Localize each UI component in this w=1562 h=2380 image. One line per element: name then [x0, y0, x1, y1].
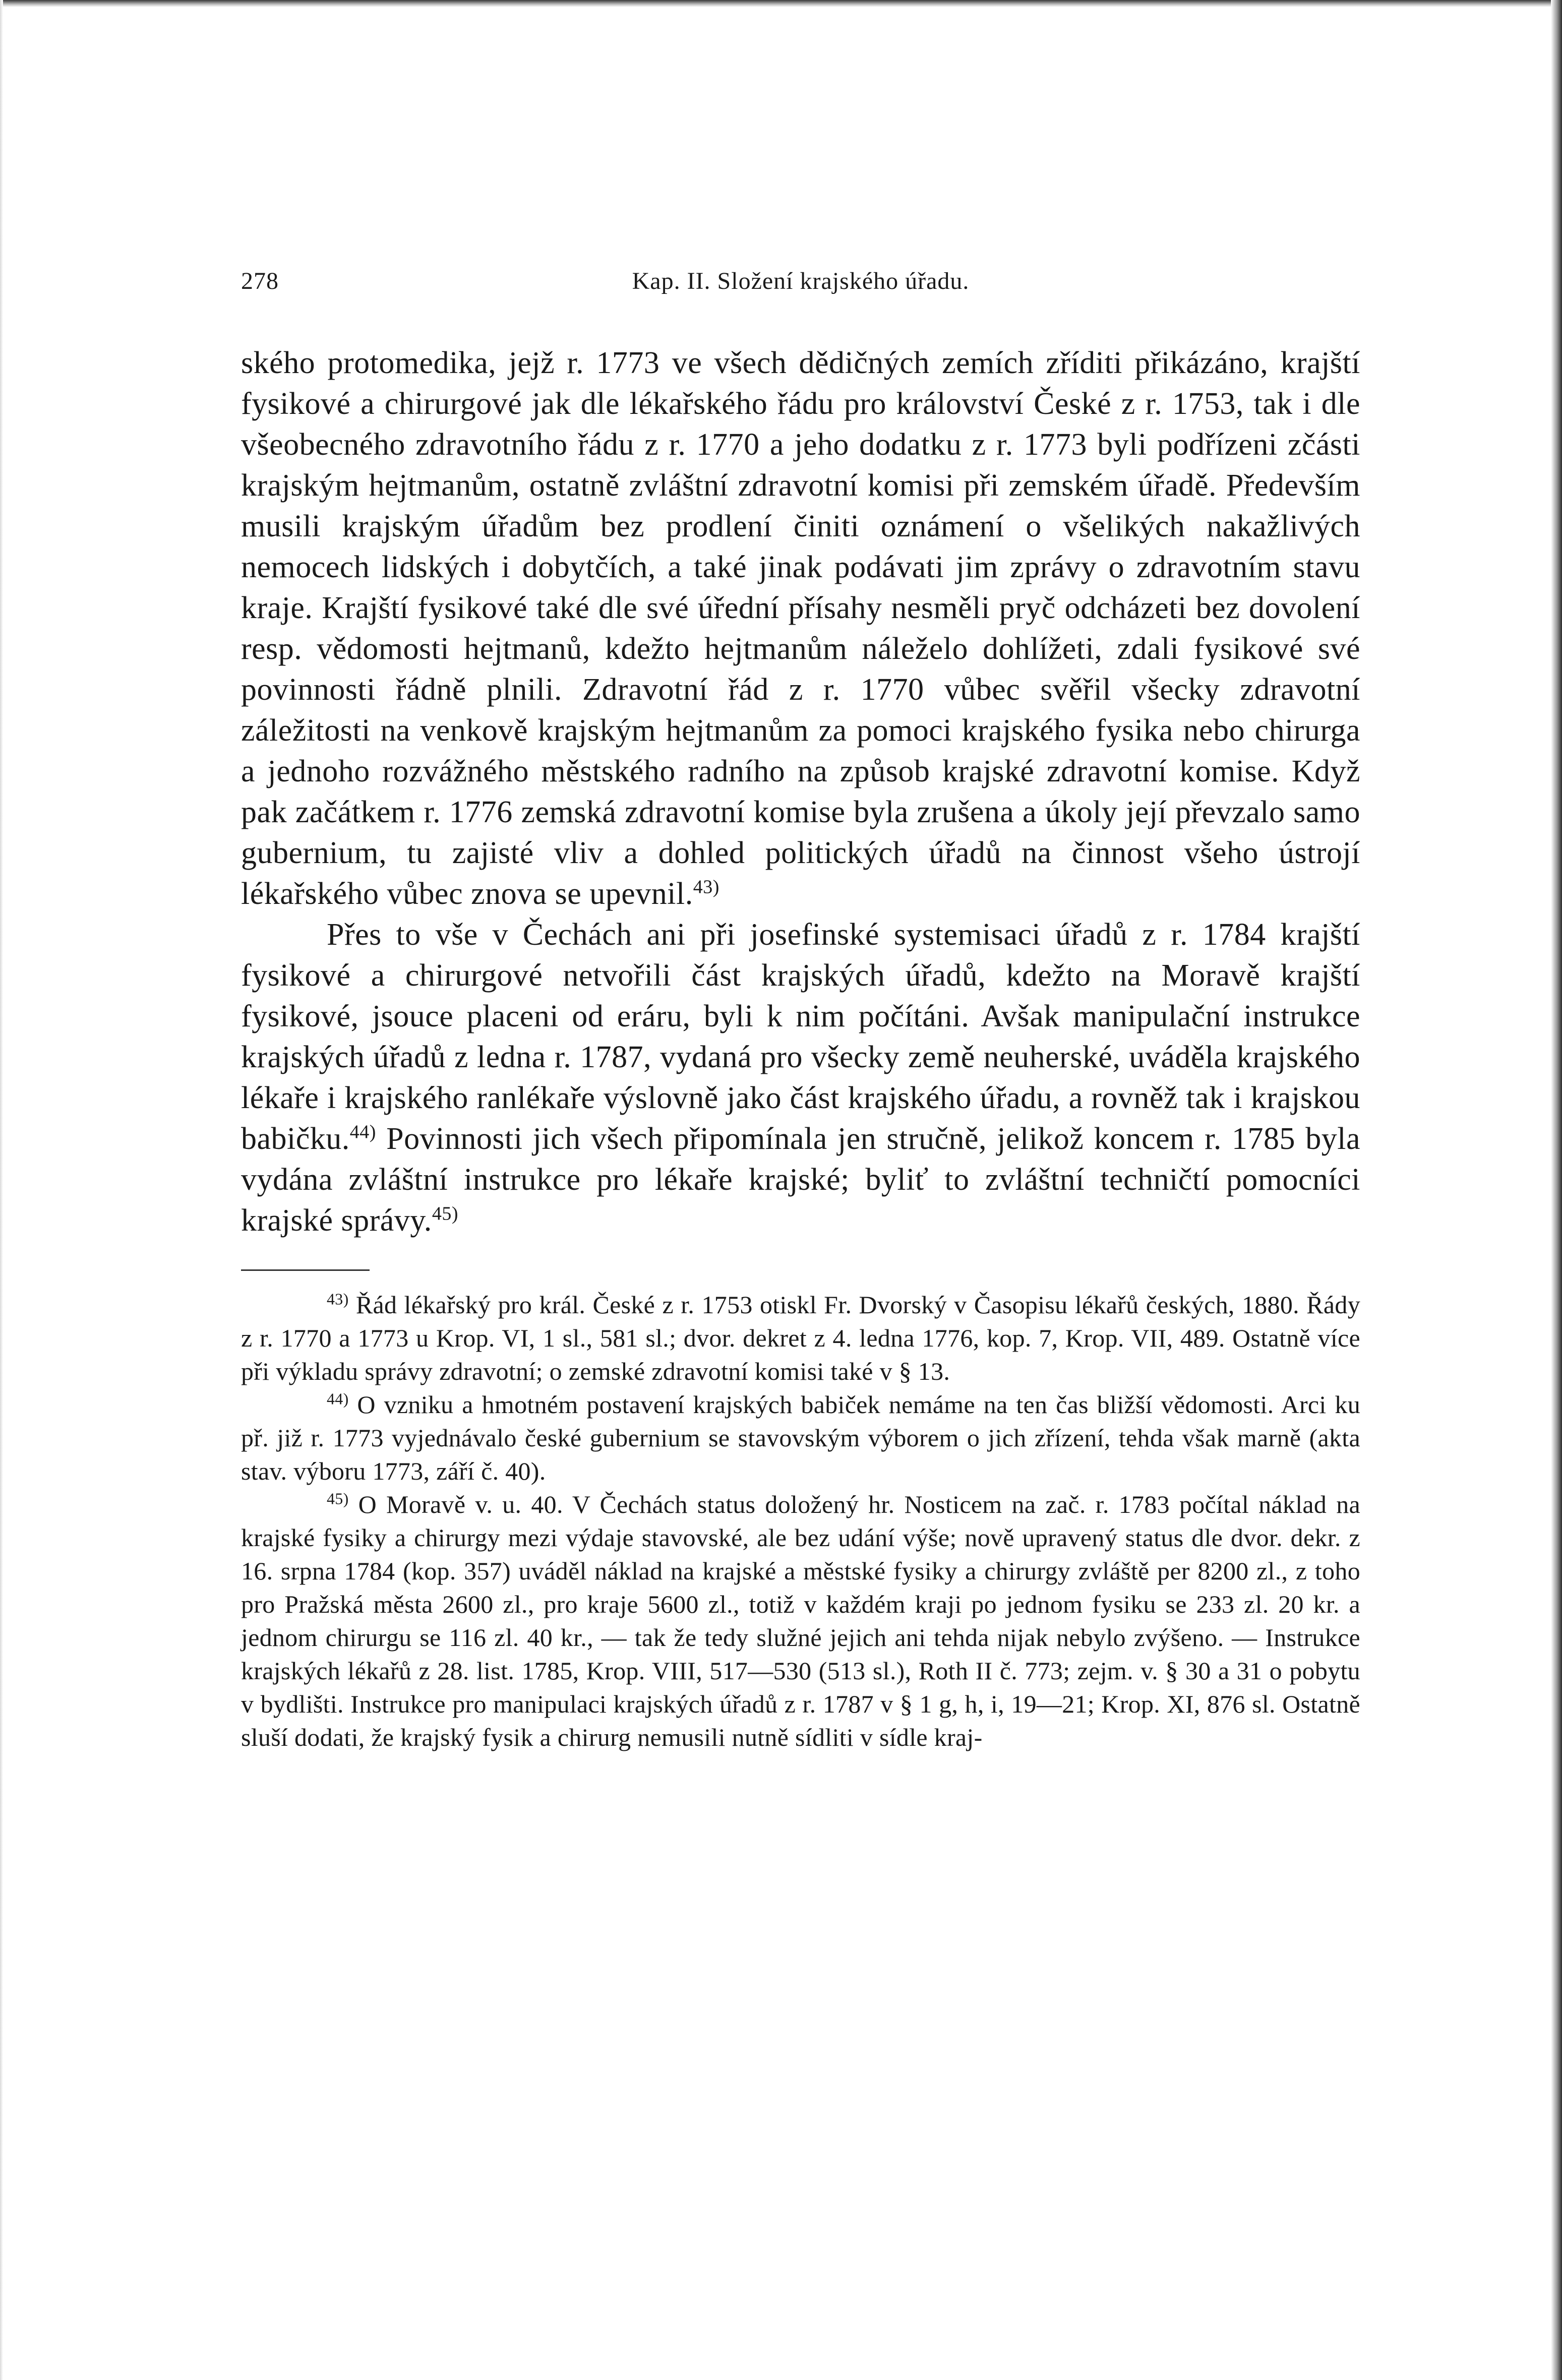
paragraph-text: ského protomedika, jejž r. 1773 ve všech dědičných zemích zříditi přikázáno, krajští fysikové a chirurgové jak dle lékařského řádu pro království České z r. 1753, tak i dle všeobecného zdravotního řádu z r. 1770 a jeho dodatku z r. 1773 byli podřízeni zčásti krajským hejtmanům, ostatně zvláštní zdravotní komisi při zemském úřadě. Především musili krajským úřadům bez prodlení činiti oznámení o všelikých nakažlivých nemocech lidských i dobytčích, a také jinak podávati jim zprávy o zdravotním stavu kraje. Krajští fysikové také dle své úřední přísahy nesměli pryč odcházeti bez dovolení resp. vědomosti hejtmanů, kdežto hejtmanům náleželo dohlížeti, zdali fysikové své povinnosti řádně plnili. Zdravotní řád z r. 1770 vůbec svěřil všecky zdravotní záležitosti na venkově krajským hejtmanům za pomoci krajského fysika nebo chirurga a jednoho rozvážného městského radního na způsob krajské zdravotní komise. Když pak začátkem r. 1776 zemská zdravotní komise byla zrušena a úkoly její převzalo samo gubernium, tu zajisté vliv a dohled politických úřadů na činnost všeho ústrojí lékařského vůbec znova se upevnil. — [241, 346, 1360, 911]
footnotes — [241, 1288, 1360, 1754]
footnote-text: Řád lékařský pro král. České z r. 1753 otiskl Fr. Dvorský v Časopisu lékařů českých, 1880. Řády z r. 1770 a 1773 u Krop. VI, 1 sl., 581 sl.; dvor. dekret z 4. ledna 1776, kop. 7, Krop. VII, 489. Ostatně více při výkladu správy zdravotní; o zemské zdravotní komisi také v § 13. — [241, 1291, 1360, 1385]
footnote-reference: 43) — [693, 876, 719, 898]
footnote — [241, 1388, 1360, 1488]
footnote-text: O Moravě v. u. 40. V Čechách status doložený hr. Nosticem na zač. r. 1783 počítal náklad na krajské fysiky a chirurgy mezi výdaje stavovské, ale bez udání výše; nově upravený status dle dvor. dekr. z 16. srpna 1784 (kop. 357) uváděl náklad na krajské a městské fysiky a chirurgy zvláště per 8200 zl., z toho pro Pražská města 2600 zl., pro kraje 5600 zl., totiž v každém kraji po jednom fysiku se 233 zl. 20 kr. a jednom chirurgu se 116 zl. 40 kr., — tak že tedy služné jejich ani tehda nijak nebylo zvýšeno. — Instrukce krajských lékařů z 28. list. 1785, Krop. VIII, 517—530 (513 sl.), Roth II č. 773; zejm. v. § 30 a 31 o pobytu v bydlišti. Instrukce pro manipulaci krajských úřadů z r. 1787 v § 1 g, h, i, 19—21; Krop. XI, 876 sl. Ostatně sluší dodati, že krajský fysik a chirurg nemusili nutně sídliti v sídle kraj- — [241, 1490, 1360, 1751]
footnote-divider — [241, 1269, 370, 1271]
footnote-number: 44) — [327, 1389, 349, 1408]
footnote-number: 45) — [327, 1489, 349, 1508]
paragraph-text: Povinnosti jich všech připomínala jen stručně, jelikož koncem r. 1785 byla vydána zvláštní instrukce pro lékaře krajské; byliť to zvláštní techničtí pomocníci krajské správy. — [241, 1122, 1360, 1238]
scan-border-left — [0, 0, 3, 2380]
scan-border-right — [1551, 0, 1562, 2380]
main-text — [241, 343, 1360, 1241]
page-number: 278 — [241, 268, 279, 294]
running-title: Kap. II. Složení krajského úřadu. — [632, 268, 970, 294]
footnote-number: 43) — [327, 1290, 349, 1308]
paragraph-text: Přes to vše v Čechách ani při josefinské systemisaci úřadů z r. 1784 krajští fysikové a chirurgové netvořili část krajských úřadů, kdežto na Moravě krajští fysikové, jsouce placeni od eráru, byli k nim počítáni. Avšak manipulační instrukce krajských úřadů z ledna r. 1787, vydaná pro všecky země neuherské, uváděla krajského lékaře i krajského ranlékaře výslovně jako část krajského úřadu, a rovněž tak i krajskou babičku. — [241, 918, 1360, 1156]
running-header — [241, 262, 1360, 308]
footnote-reference: 44) — [349, 1121, 376, 1143]
scan-border-top — [0, 0, 1562, 7]
footnote — [241, 1488, 1360, 1754]
footnote — [241, 1288, 1360, 1388]
paragraph — [241, 914, 1360, 1241]
book-page — [241, 262, 1360, 1754]
footnote-text: O vzniku a hmotném postavení krajských babiček nemáme na ten čas bližší vědomosti. Arci ku př. již r. 1773 vyjednávalo české gubernium se stavovským výborem o jich zřízení, tehda však marně (akta stav. výboru 1773, září č. 40). — [241, 1390, 1360, 1485]
paragraph — [241, 343, 1360, 914]
footnote-reference: 45) — [432, 1203, 458, 1225]
